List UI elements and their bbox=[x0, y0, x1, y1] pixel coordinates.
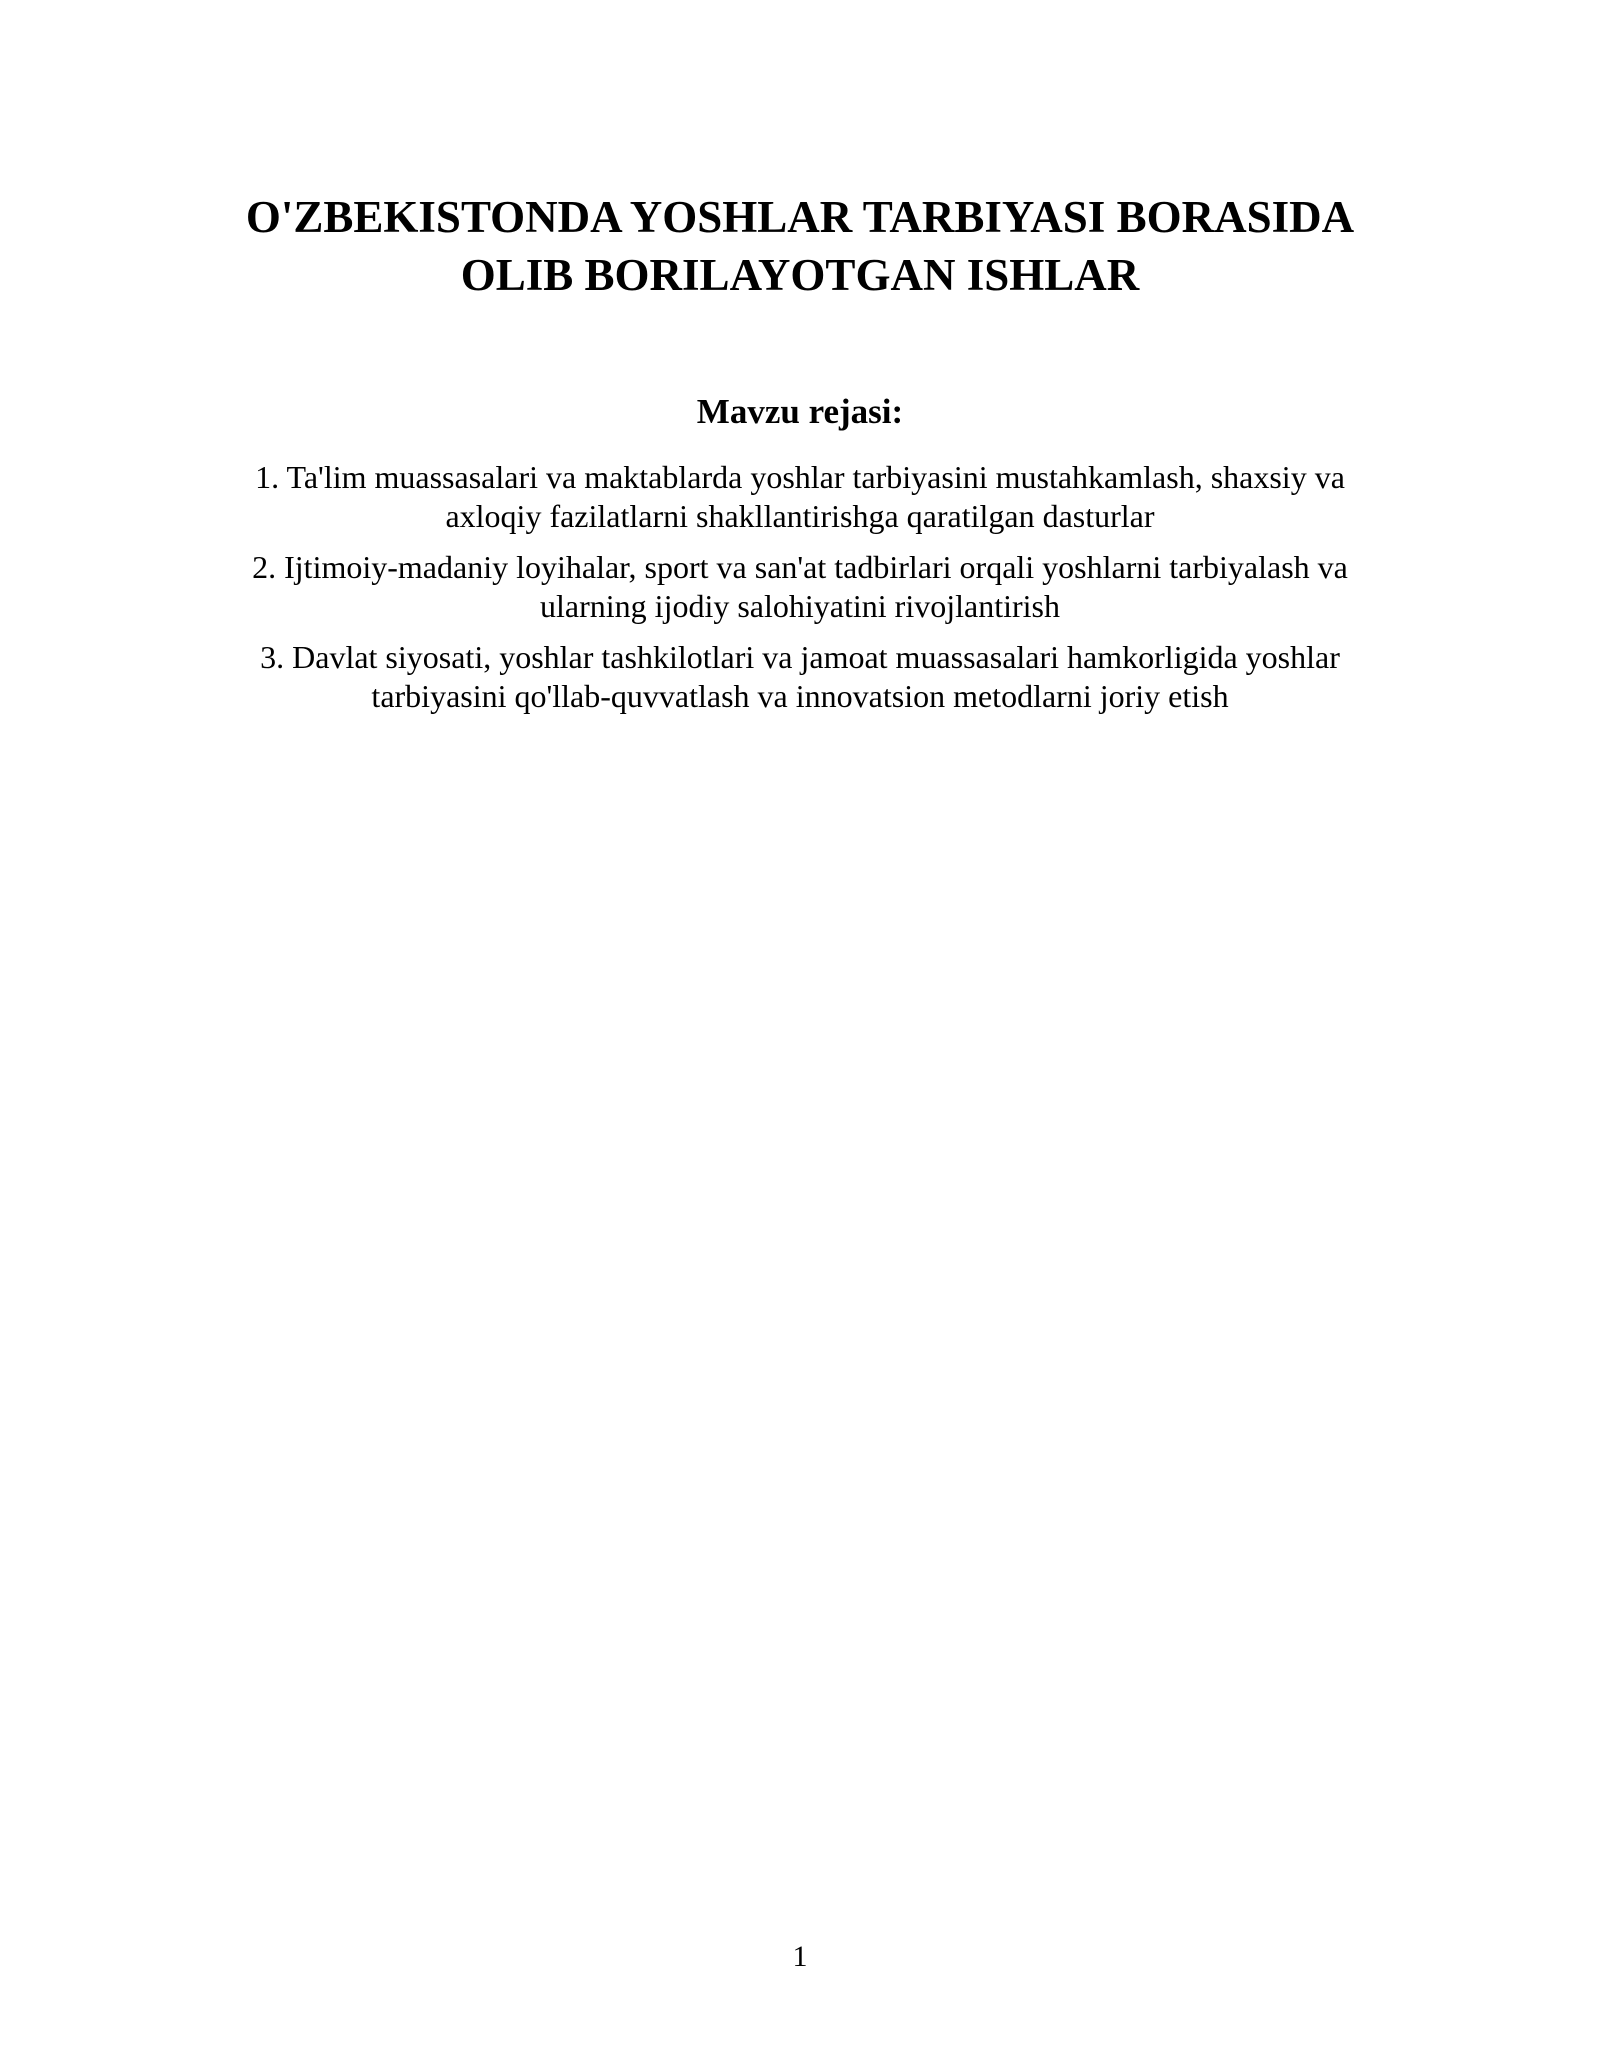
plan-item-2-line-2: ularning ijodiy salohiyatini rivojlantirish bbox=[540, 588, 1060, 624]
plan-heading: Mavzu rejasi: bbox=[696, 392, 904, 431]
plan-item-3-line-2: tarbiyasini qo'llab-quvvatlash va innovatsion metodlarni joriy etish bbox=[371, 678, 1229, 714]
plan-list bbox=[200, 458, 1400, 728]
title-line-1: O'ZBEKISTONDA YOSHLAR TARBIYASI BORASIDA bbox=[245, 192, 1355, 242]
page-number: 1 bbox=[792, 1940, 808, 1973]
document-title bbox=[200, 188, 1400, 304]
plan-item-2-line-1: 2. Ijtimoiy-madaniy loyihalar, sport va san'at tadbirlari orqali yoshlarni tarbiyalash va bbox=[252, 549, 1348, 585]
plan-item-1 bbox=[200, 458, 1400, 536]
plan-item-3-line-1: 3. Davlat siyosati, yoshlar tashkilotlari va jamoat muassasalari hamkorligida yoshlar bbox=[260, 639, 1340, 675]
plan-item-2 bbox=[200, 548, 1400, 626]
plan-item-1-line-1: 1. Ta'lim muassasalari va maktablarda yoshlar tarbiyasini mustahkamlash, shaxsiy va bbox=[255, 459, 1345, 495]
plan-item-1-line-2: axloqiy fazilatlarni shakllantirishga qaratilgan dasturlar bbox=[445, 498, 1155, 534]
title-line-2: OLIB BORILAYOTGAN ISHLAR bbox=[460, 250, 1140, 300]
plan-item-3 bbox=[200, 638, 1400, 716]
